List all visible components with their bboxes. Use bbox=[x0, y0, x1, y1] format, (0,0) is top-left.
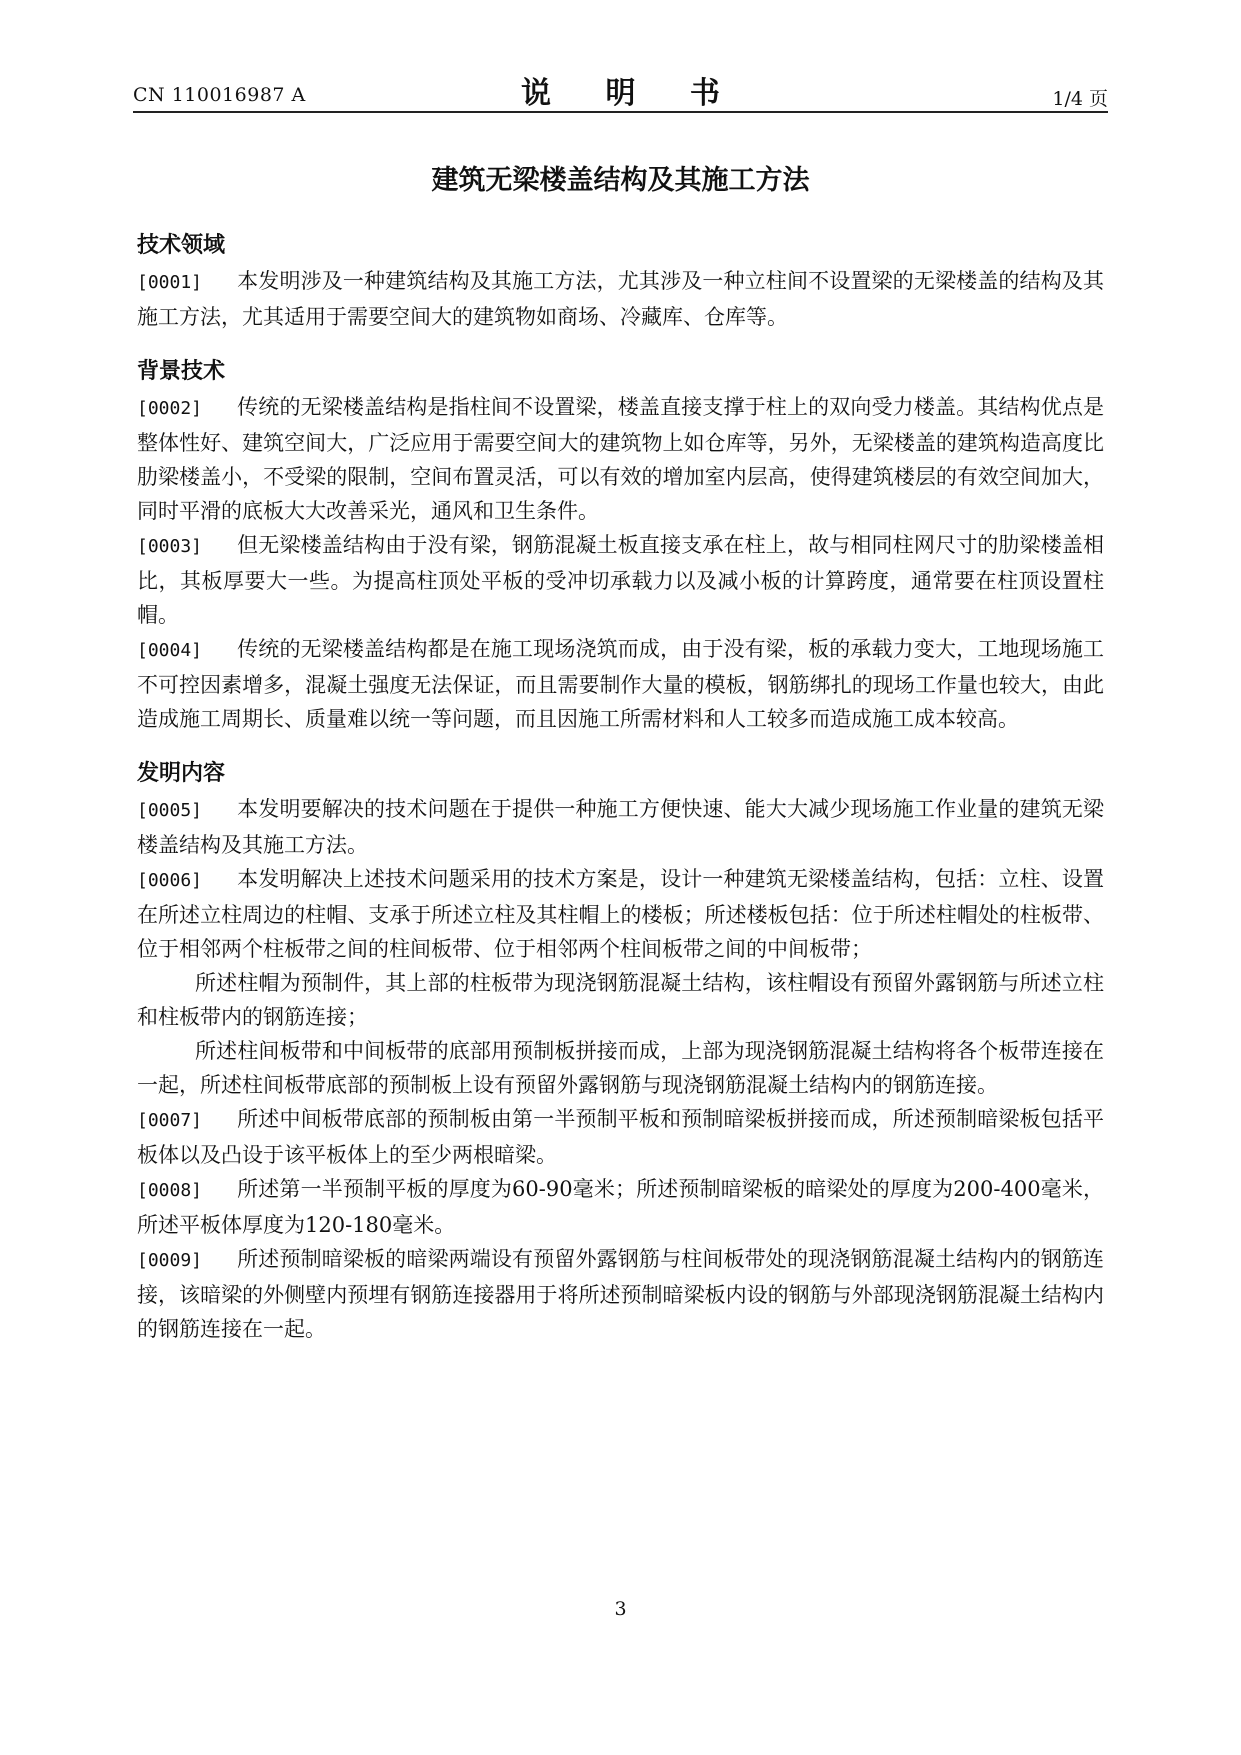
doc-number: CN 110016987 A bbox=[133, 84, 306, 106]
paragraph-text: 所述第一半预制平板的厚度为60-90毫米；所述预制暗梁板的暗梁处的厚度为200-400毫米，所述平板体厚度为120-180毫米。 bbox=[137, 1177, 1104, 1237]
paragraph-number: [0008] bbox=[137, 1180, 203, 1201]
paragraph bbox=[137, 264, 1104, 334]
paragraph bbox=[137, 792, 1104, 862]
doc-type-title: 说 明 书 bbox=[521, 76, 742, 111]
paragraph-text: 所述中间板带底部的预制板由第一半预制平板和预制暗梁板拼接而成，所述预制暗梁板包括平板体以及凸设于该平板体上的至少两根暗梁。 bbox=[137, 1107, 1104, 1167]
paragraph-number: [0009] bbox=[137, 1250, 203, 1271]
paragraph-text: 所述预制暗梁板的暗梁两端设有预留外露钢筋与柱间板带处的现浇钢筋混凝土结构内的钢筋连接，该暗梁的外侧壁内预埋有钢筋连接器用于将所述预制暗梁板内设的钢筋与外部现浇钢筋混凝土结构内的钢筋连接在一起。 bbox=[137, 1247, 1104, 1341]
paragraph: 所述柱帽为预制件，其上部的柱板带为现浇钢筋混凝土结构，该柱帽设有预留外露钢筋与所述立柱和柱板带内的钢筋连接； bbox=[137, 971, 1104, 1029]
paragraph bbox=[137, 1102, 1104, 1172]
paragraph: 所述柱间板带和中间板带的底部用预制板拼接而成，上部为现浇钢筋混凝土结构将各个板带连接在一起，所述柱间板带底部的预制板上设有预留外露钢筋与现浇钢筋混凝土结构内的钢筋连接。 bbox=[137, 1039, 1104, 1097]
section-heading-background: 背景技术 bbox=[137, 359, 226, 384]
page-header bbox=[133, 60, 1108, 112]
paragraph-text: 传统的无梁楼盖结构都是在施工现场浇筑而成，由于没有梁，板的承载力变大，工地现场施工不可控因素增多，混凝土强度无法保证，而且需要制作大量的模板，钢筋绑扎的现场工作量也较大，由此造成施工周期长、质量难以统一等问题，而且因施工所需材料和人工较多而造成施工成本较高。 bbox=[137, 637, 1104, 731]
paragraph bbox=[137, 1172, 1104, 1242]
paragraph-text: 本发明涉及一种建筑结构及其施工方法，尤其涉及一种立柱间不设置梁的无梁楼盖的结构及其施工方法，尤其适用于需要空间大的建筑物如商场、冷藏库、仓库等。 bbox=[137, 269, 1104, 329]
header-rule bbox=[133, 111, 1108, 113]
paragraph-number: [0002] bbox=[137, 398, 203, 419]
document-body bbox=[137, 228, 1104, 1346]
paragraph-number: [0003] bbox=[137, 536, 203, 557]
paragraph bbox=[137, 1242, 1104, 1346]
section-heading-summary: 发明内容 bbox=[137, 761, 226, 786]
document-title: 建筑无梁楼盖结构及其施工方法 bbox=[431, 165, 810, 196]
paragraph-number: [0001] bbox=[137, 272, 203, 293]
paragraph bbox=[137, 528, 1104, 632]
paragraph bbox=[137, 390, 1104, 528]
paragraph-text: 但无梁楼盖结构由于没有梁，钢筋混凝土板直接支承在柱上，故与相同柱网尺寸的肋梁楼盖相比，其板厚要大一些。为提高柱顶处平板的受冲切承载力以及减小板的计算跨度，通常要在柱顶设置柱帽。 bbox=[137, 533, 1104, 627]
page-indicator: 1/4 页 bbox=[1052, 88, 1108, 110]
paragraph-text: 传统的无梁楼盖结构是指柱间不设置梁，楼盖直接支撑于柱上的双向受力楼盖。其结构优点是整体性好、建筑空间大，广泛应用于需要空间大的建筑物上如仓库等，另外，无梁楼盖的建筑构造高度比肋梁楼盖小，不受梁的限制，空间布置灵活，可以有效的增加室内层高，使得建筑楼层的有效空间加大，同时平滑的底板大大改善采光，通风和卫生条件。 bbox=[137, 395, 1104, 523]
paragraph-text: 本发明要解决的技术问题在于提供一种施工方便快速、能大大减少现场施工作业量的建筑无梁楼盖结构及其施工方法。 bbox=[137, 797, 1104, 857]
paragraph-text: 本发明解决上述技术问题采用的技术方案是，设计一种建筑无梁楼盖结构，包括：立柱、设置在所述立柱周边的柱帽、支承于所述立柱及其柱帽上的楼板；所述楼板包括：位于所述柱帽处的柱板带、位于相邻两个柱板带之间的柱间板带、位于相邻两个柱间板带之间的中间板带； bbox=[137, 867, 1104, 961]
paragraph-number: [0004] bbox=[137, 640, 203, 661]
paragraph-number: [0006] bbox=[137, 870, 203, 891]
paragraph bbox=[137, 632, 1104, 736]
paragraph bbox=[137, 862, 1104, 966]
section-heading-technical-field: 技术领域 bbox=[137, 233, 226, 258]
paragraph-number: [0007] bbox=[137, 1110, 203, 1131]
page-number: 3 bbox=[614, 1598, 627, 1620]
paragraph-number: [0005] bbox=[137, 800, 203, 821]
